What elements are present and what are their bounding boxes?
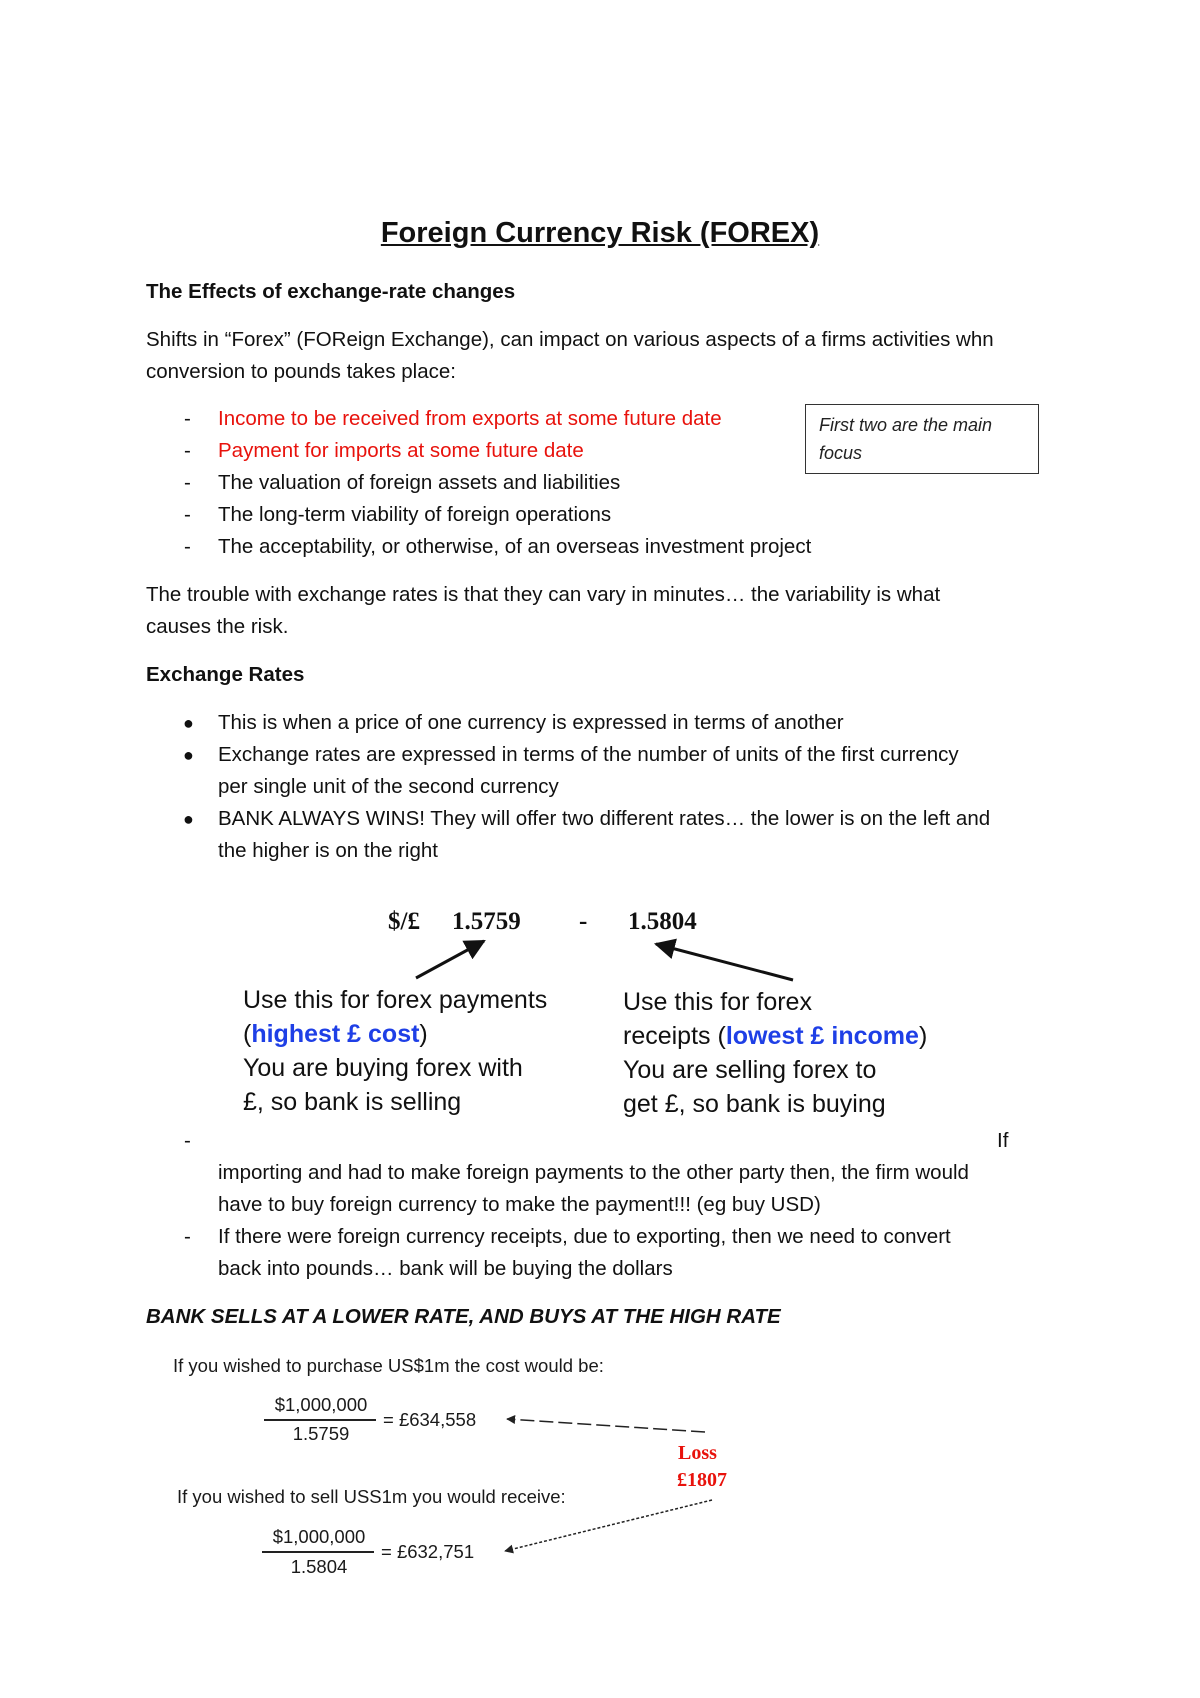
list-item-viability: The long-term viability of foreign operations (218, 503, 612, 526)
purchase-question: If you wished to purchase US$1m the cost would be: (173, 1355, 604, 1376)
payments-caption-line-4: £, so bank is selling (243, 1088, 462, 1116)
list-dash: - (184, 471, 191, 494)
receipts-caption-line-2: receipts (lowest £ income) (623, 1022, 928, 1050)
bid-rate: 1.5759 (452, 908, 521, 935)
bullet-item-text: BANK ALWAYS WINS! They will offer two different rates… the lower is on the left and (218, 807, 991, 830)
payments-caption-line-1: Use this for forex payments (243, 986, 548, 1014)
section-heading-exchange-rates: Exchange Rates (146, 663, 305, 686)
list-dash: - (184, 535, 191, 558)
bullet-item-text: the higher is on the right (218, 839, 438, 862)
loss-label: Loss (678, 1442, 717, 1464)
intro-text-line-2: conversion to pounds takes place: (146, 360, 456, 383)
side-note-line-2: focus (819, 443, 863, 463)
list-dash: - (184, 1225, 191, 1248)
purchase-denominator: 1.5759 (292, 1423, 350, 1444)
receipts-caption-line-3: You are selling forex to (623, 1056, 877, 1084)
purchase-result: = £634,558 (383, 1409, 477, 1430)
bullet-item-text: per single unit of the second currency (218, 775, 559, 798)
importing-text-line-2: have to buy foreign currency to make the payment!!! (eg buy USD) (218, 1193, 821, 1216)
exporting-text-line-1: If there were foreign currency receipts, due to exporting, then we need to convert (218, 1225, 951, 1248)
loss-value: £1807 (677, 1469, 727, 1491)
list-dash: - (184, 407, 191, 430)
list-dash: - (184, 439, 191, 462)
lowest-income-highlight: lowest £ income (725, 1022, 919, 1050)
loss-arrow-top (507, 1419, 705, 1432)
list-item-imports: Payment for imports at some future date (218, 439, 584, 462)
list-item-exports: Income to be received from exports at some future date (218, 407, 722, 430)
highest-cost-highlight: highest £ cost (251, 1020, 420, 1048)
importing-text-line-1: importing and had to make foreign payments to the other party then, the firm would (218, 1161, 969, 1184)
receipts-caption-line-4: get £, so bank is buying (623, 1090, 886, 1118)
list-item-valuation: The valuation of foreign assets and liabilities (218, 471, 621, 494)
payments-caption-line-2: (highest £ cost) (243, 1020, 428, 1048)
side-note-line-1: First two are the main (819, 415, 993, 435)
intro-text-line-1: Shifts in “Forex” (FOReign Exchange), can impact on various aspects of a firms activities whn (146, 328, 994, 351)
trouble-text-line-2: causes the risk. (146, 615, 289, 638)
list-item-acceptability: The acceptability, or otherwise, of an overseas investment project (218, 535, 812, 558)
list-dash: - (184, 503, 191, 526)
purchase-numerator: $1,000,000 (274, 1394, 368, 1415)
bank-rule-statement: BANK SELLS AT A LOWER RATE, AND BUYS AT THE HIGH RATE (146, 1305, 781, 1328)
receipts-caption-line-1: Use this for forex (623, 988, 812, 1016)
loss-arrow-bottom (505, 1500, 712, 1551)
section-heading-effects: The Effects of exchange-rate changes (146, 280, 516, 303)
trouble-text-line-1: The trouble with exchange rates is that they can vary in minutes… the variability is what (146, 583, 941, 606)
bullet-icon: ● (183, 745, 194, 765)
payments-caption-line-3: You are buying forex with (243, 1054, 523, 1082)
sell-numerator: $1,000,000 (272, 1526, 366, 1547)
exporting-text-line-2: back into pounds… bank will be buying the dollars (218, 1257, 673, 1280)
currency-pair-label: $/£ (388, 908, 420, 935)
list-dash: - (184, 1129, 191, 1152)
sell-result: = £632,751 (381, 1541, 475, 1562)
ask-rate: 1.5804 (628, 908, 697, 935)
rate-separator: - (579, 908, 588, 935)
bullet-icon: ● (183, 809, 194, 829)
page-title: Foreign Currency Risk (FOREX) (380, 217, 820, 249)
bullet-item-text: Exchange rates are expressed in terms of the number of units of the first currency (218, 743, 959, 766)
sell-denominator: 1.5804 (290, 1556, 348, 1577)
sell-question: If you wished to sell USS1m you would receive: (177, 1486, 566, 1507)
bullet-icon: ● (183, 713, 194, 733)
bullet-item-text: This is when a price of one currency is expressed in terms of another (218, 711, 844, 734)
if-word: If (997, 1129, 1009, 1152)
